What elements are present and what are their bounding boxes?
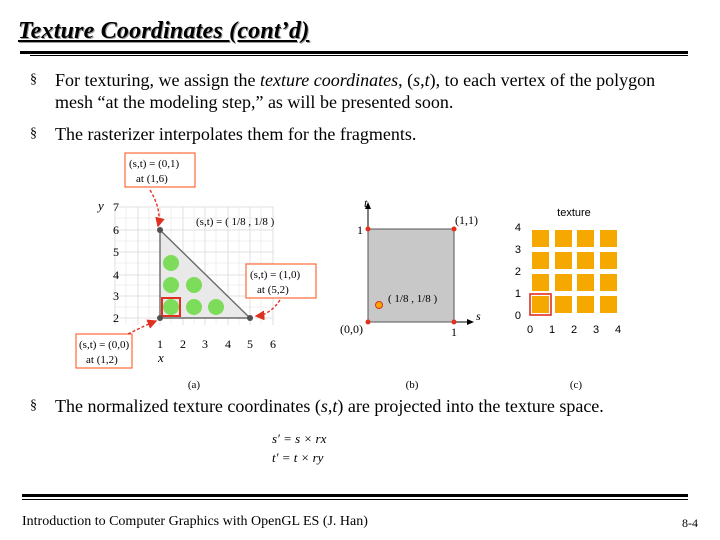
- svg-text:3: 3: [592, 324, 600, 336]
- footer-text: Introduction to Computer Graphics with OpenGL ES (J. Han): [22, 514, 368, 529]
- x-ticks: [157, 337, 276, 351]
- svg-text:5: 5: [247, 337, 253, 351]
- callout-bottom-arrow: [128, 321, 156, 334]
- bullet-3-pre: The normalized texture coordinates (: [55, 396, 321, 416]
- callout-bottom: [76, 334, 132, 368]
- origin-label: (0,0): [340, 322, 363, 336]
- figure-svg: [70, 150, 630, 392]
- svg-text:4: 4: [113, 268, 119, 282]
- svg-text:at (5,2): at (5,2): [257, 284, 289, 296]
- svg-text:0: 0: [526, 324, 534, 336]
- bullet-3-post: ) are projected into the texture space.: [337, 396, 604, 416]
- texture-y-ticks: [515, 222, 521, 322]
- bullet-3-t: t: [332, 396, 338, 416]
- svg-text:1: 1: [157, 337, 163, 351]
- title-rule-thin: [30, 55, 688, 56]
- point-label: ( 1/8 , 1/8 ): [388, 293, 438, 305]
- tick-t: 1: [357, 223, 363, 237]
- callout-right-arrow: [256, 300, 280, 316]
- bullet-3-comma: ,: [327, 396, 333, 416]
- equations-svg: [272, 428, 362, 468]
- page-number: 8-4: [682, 516, 698, 530]
- equation-2: t′ = t × ry: [272, 450, 324, 465]
- panel-c: [515, 207, 621, 391]
- x-axis-label: x: [158, 350, 164, 365]
- bullet-3-text: [55, 395, 604, 417]
- bullet-3: [30, 395, 690, 417]
- caption-a: (a): [187, 379, 201, 391]
- svg-text:1: 1: [514, 288, 521, 300]
- svg-text:(s,t) = ( 1/8 , 1/8 ): (s,t) = ( 1/8 , 1/8 ): [196, 216, 275, 228]
- bullet-mark: §: [30, 398, 37, 413]
- equation-1: s′ = s × rx: [272, 431, 327, 446]
- bullet-1-comma: ,: [420, 70, 425, 90]
- svg-text:3: 3: [202, 337, 208, 351]
- bullet-1-s: s: [413, 70, 421, 90]
- s-axis-label: s: [476, 309, 481, 323]
- svg-text:5: 5: [113, 245, 119, 259]
- bullet-1-t: t: [424, 70, 430, 90]
- bullet-1-text: [55, 69, 680, 113]
- bullet-2-text: The rasterizer interpolates them for the fragments.: [55, 124, 417, 144]
- panel-b: [340, 196, 481, 391]
- callout-frac: [196, 216, 275, 228]
- title-rule: [20, 51, 688, 54]
- svg-text:3: 3: [113, 289, 119, 303]
- corner-label: (1,1): [455, 213, 478, 227]
- callout-right: [246, 264, 316, 298]
- svg-text:(s,t) = (1,0): (s,t) = (1,0): [250, 269, 301, 281]
- callout-top-arrow: [150, 190, 159, 226]
- svg-text:2: 2: [180, 337, 186, 351]
- bullet-1-emphasis: texture coordinates: [259, 70, 399, 90]
- bullet-1: [30, 69, 680, 113]
- svg-text:(s,t) = (0,0): (s,t) = (0,0): [79, 339, 130, 351]
- y-ticks: [113, 200, 119, 325]
- svg-text:6: 6: [113, 223, 119, 237]
- bullet-mark: §: [30, 72, 37, 87]
- t-axis-label: t: [364, 196, 368, 210]
- svg-text:4: 4: [225, 337, 231, 351]
- texture-coordinate-figure: [70, 150, 630, 392]
- bullet-mark: §: [30, 126, 37, 141]
- svg-text:at (1,2): at (1,2): [86, 354, 118, 366]
- fragment-point: [376, 302, 383, 309]
- bullet-1-pre: For texturing, we assign the: [55, 70, 260, 90]
- svg-text:4: 4: [614, 324, 622, 336]
- svg-text:(s,t) = (0,1): (s,t) = (0,1): [129, 158, 180, 170]
- caption-b: (b): [405, 379, 419, 391]
- bullet-1-post: ), to each vertex of the polygon mesh “at the modeling step,” as will be presented soon.: [55, 70, 656, 112]
- tick-s: 1: [451, 325, 457, 339]
- svg-text:4: 4: [514, 222, 521, 234]
- texture-title: texture: [557, 207, 591, 219]
- svg-text:3: 3: [514, 244, 521, 256]
- svg-text:2: 2: [113, 311, 119, 325]
- footer-rule-thin: [22, 499, 688, 500]
- svg-text:7: 7: [113, 200, 119, 214]
- svg-text:1: 1: [548, 324, 556, 336]
- texture-x-ticks: [527, 324, 621, 336]
- bullet-1-mid: , (: [398, 70, 414, 90]
- svg-text:6: 6: [270, 337, 276, 351]
- footer-rule: [22, 494, 688, 497]
- y-axis-label: y: [98, 198, 104, 213]
- panel-a: [76, 153, 316, 391]
- texel-grid: [532, 230, 617, 313]
- callout-top: [125, 153, 195, 187]
- caption-c: (c): [569, 379, 583, 391]
- svg-text:2: 2: [514, 266, 521, 278]
- bullet-3-s: s: [320, 396, 328, 416]
- projection-equations: [272, 428, 362, 468]
- slide-title: Texture Coordinates (cont’d): [18, 18, 310, 44]
- svg-text:2: 2: [570, 324, 578, 336]
- svg-text:0: 0: [514, 310, 521, 322]
- bullet-2: [30, 123, 680, 145]
- svg-text:at (1,6): at (1,6): [136, 173, 168, 185]
